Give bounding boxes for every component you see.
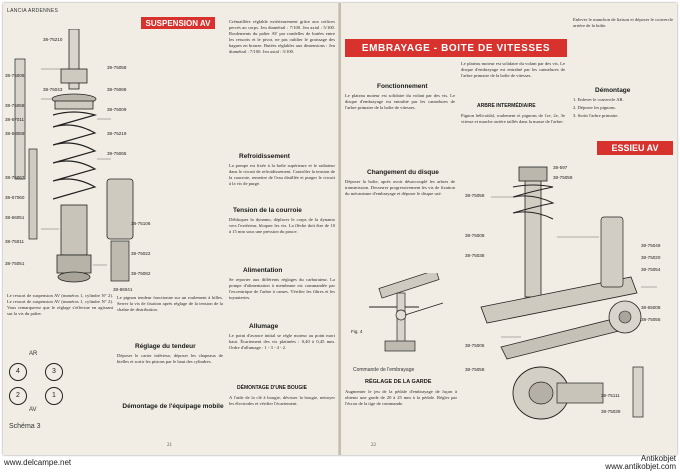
fig-label: Fig. 4	[351, 329, 363, 334]
heading-changement: Changement du disque	[367, 169, 439, 176]
essieu-title: ESSIEU AV	[597, 141, 673, 155]
right-page	[341, 3, 677, 455]
part-label: 38-75058	[465, 367, 485, 372]
cylinder-1: 1	[45, 387, 63, 405]
running-head: LANCIA ARDENNES	[7, 8, 59, 14]
part-label: 38-75043	[43, 87, 63, 92]
part-label: 38-75082	[131, 271, 151, 276]
part-label: 38-75058	[465, 193, 485, 198]
part-label: 38-75054	[641, 267, 661, 272]
cylinder-2: 2	[9, 387, 27, 405]
cylinder-4: 4	[9, 363, 27, 381]
demontage-item-1: 1. Enlever le couvercle AR.	[573, 97, 624, 102]
heading-reglage-garde: RÉGLAGE DE LA GARDE	[365, 379, 432, 385]
part-label: 38-75111	[601, 393, 620, 398]
equipage-text: Déposer le carter inférieur, déposer les chapeaux de bielles et sortir les pistons par le haut des cylindres.	[117, 353, 223, 364]
magazine-spread	[3, 3, 677, 455]
part-label: 38-65008	[641, 305, 661, 310]
part-label: 38-75039	[601, 409, 621, 414]
heading-arbre: ARBRE INTERMÉDIAIRE	[477, 103, 536, 109]
clutch-pedal-illustration	[349, 273, 453, 365]
part-label: 38-67060	[5, 195, 25, 200]
heading-refroidissement: Refroidissement	[239, 153, 290, 160]
part-number-labels	[3, 29, 173, 299]
part-label: 38-75038	[465, 253, 485, 258]
heading-fonctionnement: Fonctionnement	[377, 83, 428, 90]
bougie-text: A l'aide de la clé à bougie, dévisser la bougie, nettoyer les électrodes et vérifier l'écartement.	[229, 395, 335, 406]
left-page	[3, 3, 339, 455]
part-label: 38-75008	[465, 233, 485, 238]
part-label: 38-75058	[5, 103, 25, 108]
cylinder-3: 3	[45, 363, 63, 381]
changement-text: Déposer la boîte, après avoir désaccouplé les arbres de transmission. Desserrer progressivement les vis de fixation du mécanisme d'embrayage et déposer le disque usé.	[345, 179, 455, 196]
part-label: 38-75219	[107, 131, 127, 136]
part-label: 38-86041	[113, 287, 133, 292]
part-label: 38-75008	[5, 73, 25, 78]
part-label: 38-75049	[641, 243, 661, 248]
heading-allumage: Allumage	[249, 323, 279, 330]
schema-av: AV	[29, 407, 37, 413]
heading-demontage-bougie: DÉMONTAGE D'UNE BOUGIE	[237, 385, 307, 391]
axle-part-labels	[461, 157, 675, 441]
part-label: 39-75065	[107, 151, 127, 156]
heading-reglage-tendeur: Réglage du tendeur	[135, 343, 196, 350]
part-label: 38-75067	[5, 175, 25, 180]
part-label: 38-75210	[43, 37, 63, 42]
garde-text: Augmenter le jeu de la pédale d'embrayage de façon à obtenir une garde de 20 à 25 mm à la pédale. Régler par l'écrou de la tige de commande.	[345, 389, 457, 406]
schema-ar: AR	[29, 351, 38, 357]
watermark-right: Antikobjet www.antikobjet.com	[605, 454, 676, 471]
heading-demontage: Démontage	[595, 87, 631, 94]
part-label: 38-67011	[5, 117, 25, 122]
part-label: 38-68059	[5, 131, 25, 136]
arbre-text: Pignon hélicoïdal, roulement et pignons de 1re, 2e, 3e vitesse et marche arrière taillés dans la masse de l'arbre.	[461, 113, 565, 124]
part-label: 38-75020	[641, 255, 661, 260]
part-label: 38-75059	[553, 175, 573, 180]
part-label: 38-75106	[131, 221, 151, 226]
part-label: 38-75022	[131, 251, 151, 256]
demontage-item-3: 3. Sortir l'arbre primaire.	[573, 113, 619, 118]
part-label: 39-75058	[107, 65, 127, 70]
fig-caption: Commande de l'embrayage	[353, 367, 415, 373]
page-number-right: 22	[371, 443, 376, 448]
schema-label: Schéma 3	[9, 423, 41, 430]
boite-text: Le plateau moteur est solidaire du volant par des vis. Le disque d'embrayage est entraîné par les cannelures de l'arbre primaire de la boîte de vitesses.	[461, 61, 565, 78]
part-label: 38-66051	[5, 215, 25, 220]
alimentation-text: Se reporter aux différents réglages du carburateur. La pompe d'alimentation à membrane est commandée par l'excentrique de l'arbre à cames. Vérifier les filtres et les tuyauteries.	[229, 277, 335, 300]
allumage-text: Le point d'avance initial se règle moteur au point mort haut. Écartement des vis platinées : 0,40 à 0,45 mm. Ordre d'allumage : 1 - 3 - 4 - 2.	[229, 333, 335, 350]
part-label: 38-597	[553, 165, 568, 170]
bottom-left-text: Le ressort de suspension AV (numéros 1, cylindre N° 2). Le ressort de suspension AV (numéros 1, cylindre N° 2). Vous remarquerez que le réglage s'effectue en agissant sur la vis du palier.	[7, 293, 113, 316]
heading-demontage-equipage: Démontage de l'équipage mobile	[122, 403, 224, 410]
part-label: 38-75009	[107, 107, 127, 112]
tension-text: Débloquer la dynamo, déplacer le corps de la dynamo vers l'extérieur, bloquer les vis. La flèche doit être de 10 à 15 mm sous une pression du pouce.	[229, 217, 335, 234]
demontage-intro: Enlever le manchon de liaison et déposer le couvercle arrière de la boîte.	[573, 17, 673, 28]
refroidissement-text: La pompe est fixée à la boîte supérieure et le radiateur dans le circuit de refroidissement. Contrôler la tension de la courroie, remettre de l'eau distillée et purger le circuit à la vis de purge.	[229, 163, 335, 186]
heading-tension: Tension de la courroie	[233, 207, 302, 214]
page-number-left: 21	[167, 443, 172, 448]
embrayage-title: EMBRAYAGE - BOITE DE VITESSES	[345, 39, 567, 57]
fonctionnement-text: Le plateau moteur est solidaire du volant par des vis. Le disque d'embrayage est entraîné par les cannelures de l'arbre primaire de la boîte de vitesses.	[345, 93, 455, 110]
watermark-left: www.delcampe.net	[4, 458, 72, 467]
part-label: 38-75011	[5, 239, 25, 244]
spec-text: Crémaillère réglable extérieurement grâce aux orifices percés au corps. Jeu diamétral : 7/100. Jeu axial : 5/100. Roulements du palier AV par rondelles de butées entre les ressorts et le pivot, ne pas oublier le graissage des bagues en bronze. Butées réglables aux dimensions : Jeu diamétral : 7/100. Jeu axial : 5/100.	[229, 19, 335, 54]
part-label: 38-75051	[5, 261, 25, 266]
part-label: 38-75055	[641, 317, 661, 322]
part-label: 38-75068	[107, 87, 127, 92]
mid-text: Le pignon tendeur fonctionne sur un roulement à billes. Serrer la vis de fixation après réglage de la tension de la chaîne de distribution.	[117, 295, 223, 312]
part-label: 38-75005	[465, 343, 485, 348]
suspension-title: SUSPENSION AV	[141, 17, 215, 29]
heading-alimentation: Alimentation	[243, 267, 283, 274]
demontage-item-2: 2. Déposer les pignons.	[573, 105, 616, 110]
